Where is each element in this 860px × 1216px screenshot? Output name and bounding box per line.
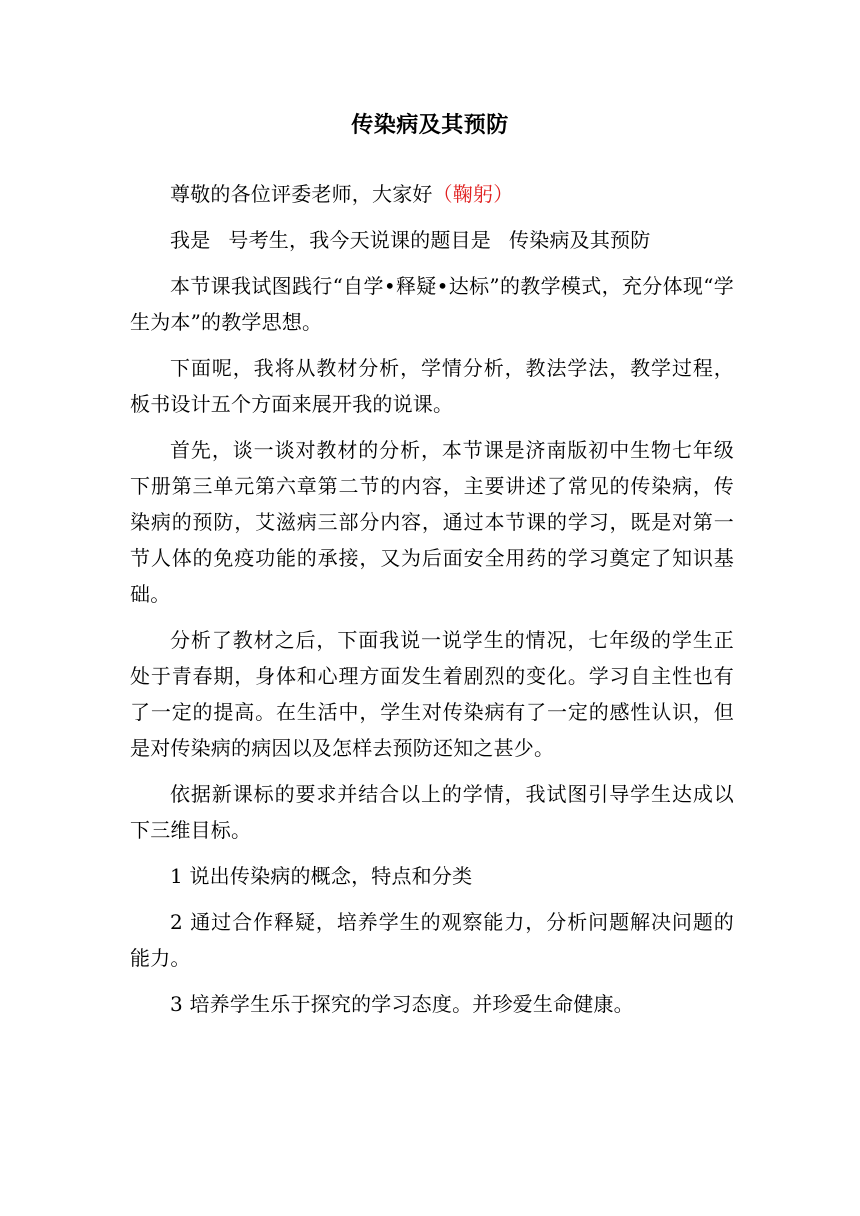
document-body [130, 176, 734, 1032]
objective-item-2: 2 通过合作释疑，培养学生的观察能力，分析问题解决问题的能力。 [130, 910, 734, 970]
document-title: 传染病及其预防 [351, 112, 509, 138]
intro-part1: 我是 [170, 228, 211, 252]
paragraph-student-analysis: 分析了教材之后，下面我说一说学生的情况，七年级的学生正处于青春期，身体和心理方面发生着剧烈的变化。学习自主性也有了一定的提高。在生活中，学生对传染病有了一定的感性认识，但是对传染病的病因以及怎样去预防还知之甚少。 [130, 628, 734, 760]
objective-item-3: 3 培养学生乐于探究的学习态度。并珍爱生命健康。 [170, 992, 634, 1016]
objective-item-1: 1 说出传染病的概念，特点和分类 [170, 864, 473, 888]
greeting-paragraph [130, 176, 734, 212]
paragraph-textbook-analysis: 首先，谈一谈对教材的分析，本节课是济南版初中生物七年级下册第三单元第六章第二节的内容，主要讲述了常见的传染病，传染病的预防，艾滋病三部分内容，通过本节课的学习，既是对第一节人体的免疫功能的承接，又为后面安全用药的学习奠定了知识基础。 [130, 438, 734, 606]
paragraph-outline: 下面呢，我将从教材分析，学情分析，教法学法，教学过程，板书设计五个方面来展开我的说课。 [130, 356, 734, 416]
paragraph-objectives-intro: 依据新课标的要求并结合以上的学情，我试图引导学生达成以下三维目标。 [130, 782, 734, 842]
greeting-text: 尊敬的各位评委老师，大家好 [170, 182, 433, 206]
paragraph-teaching-mode: 本节课我试图践行“自学•释疑•达标”的教学模式，充分体现“学生为本”的教学思想。 [130, 274, 734, 334]
intro-part2: 号考生，我今天说课的题目是 [228, 228, 492, 252]
intro-part3: 传染病及其预防 [509, 228, 651, 252]
intro-paragraph [130, 222, 734, 258]
greeting-note: （鞠躬） [432, 182, 514, 206]
